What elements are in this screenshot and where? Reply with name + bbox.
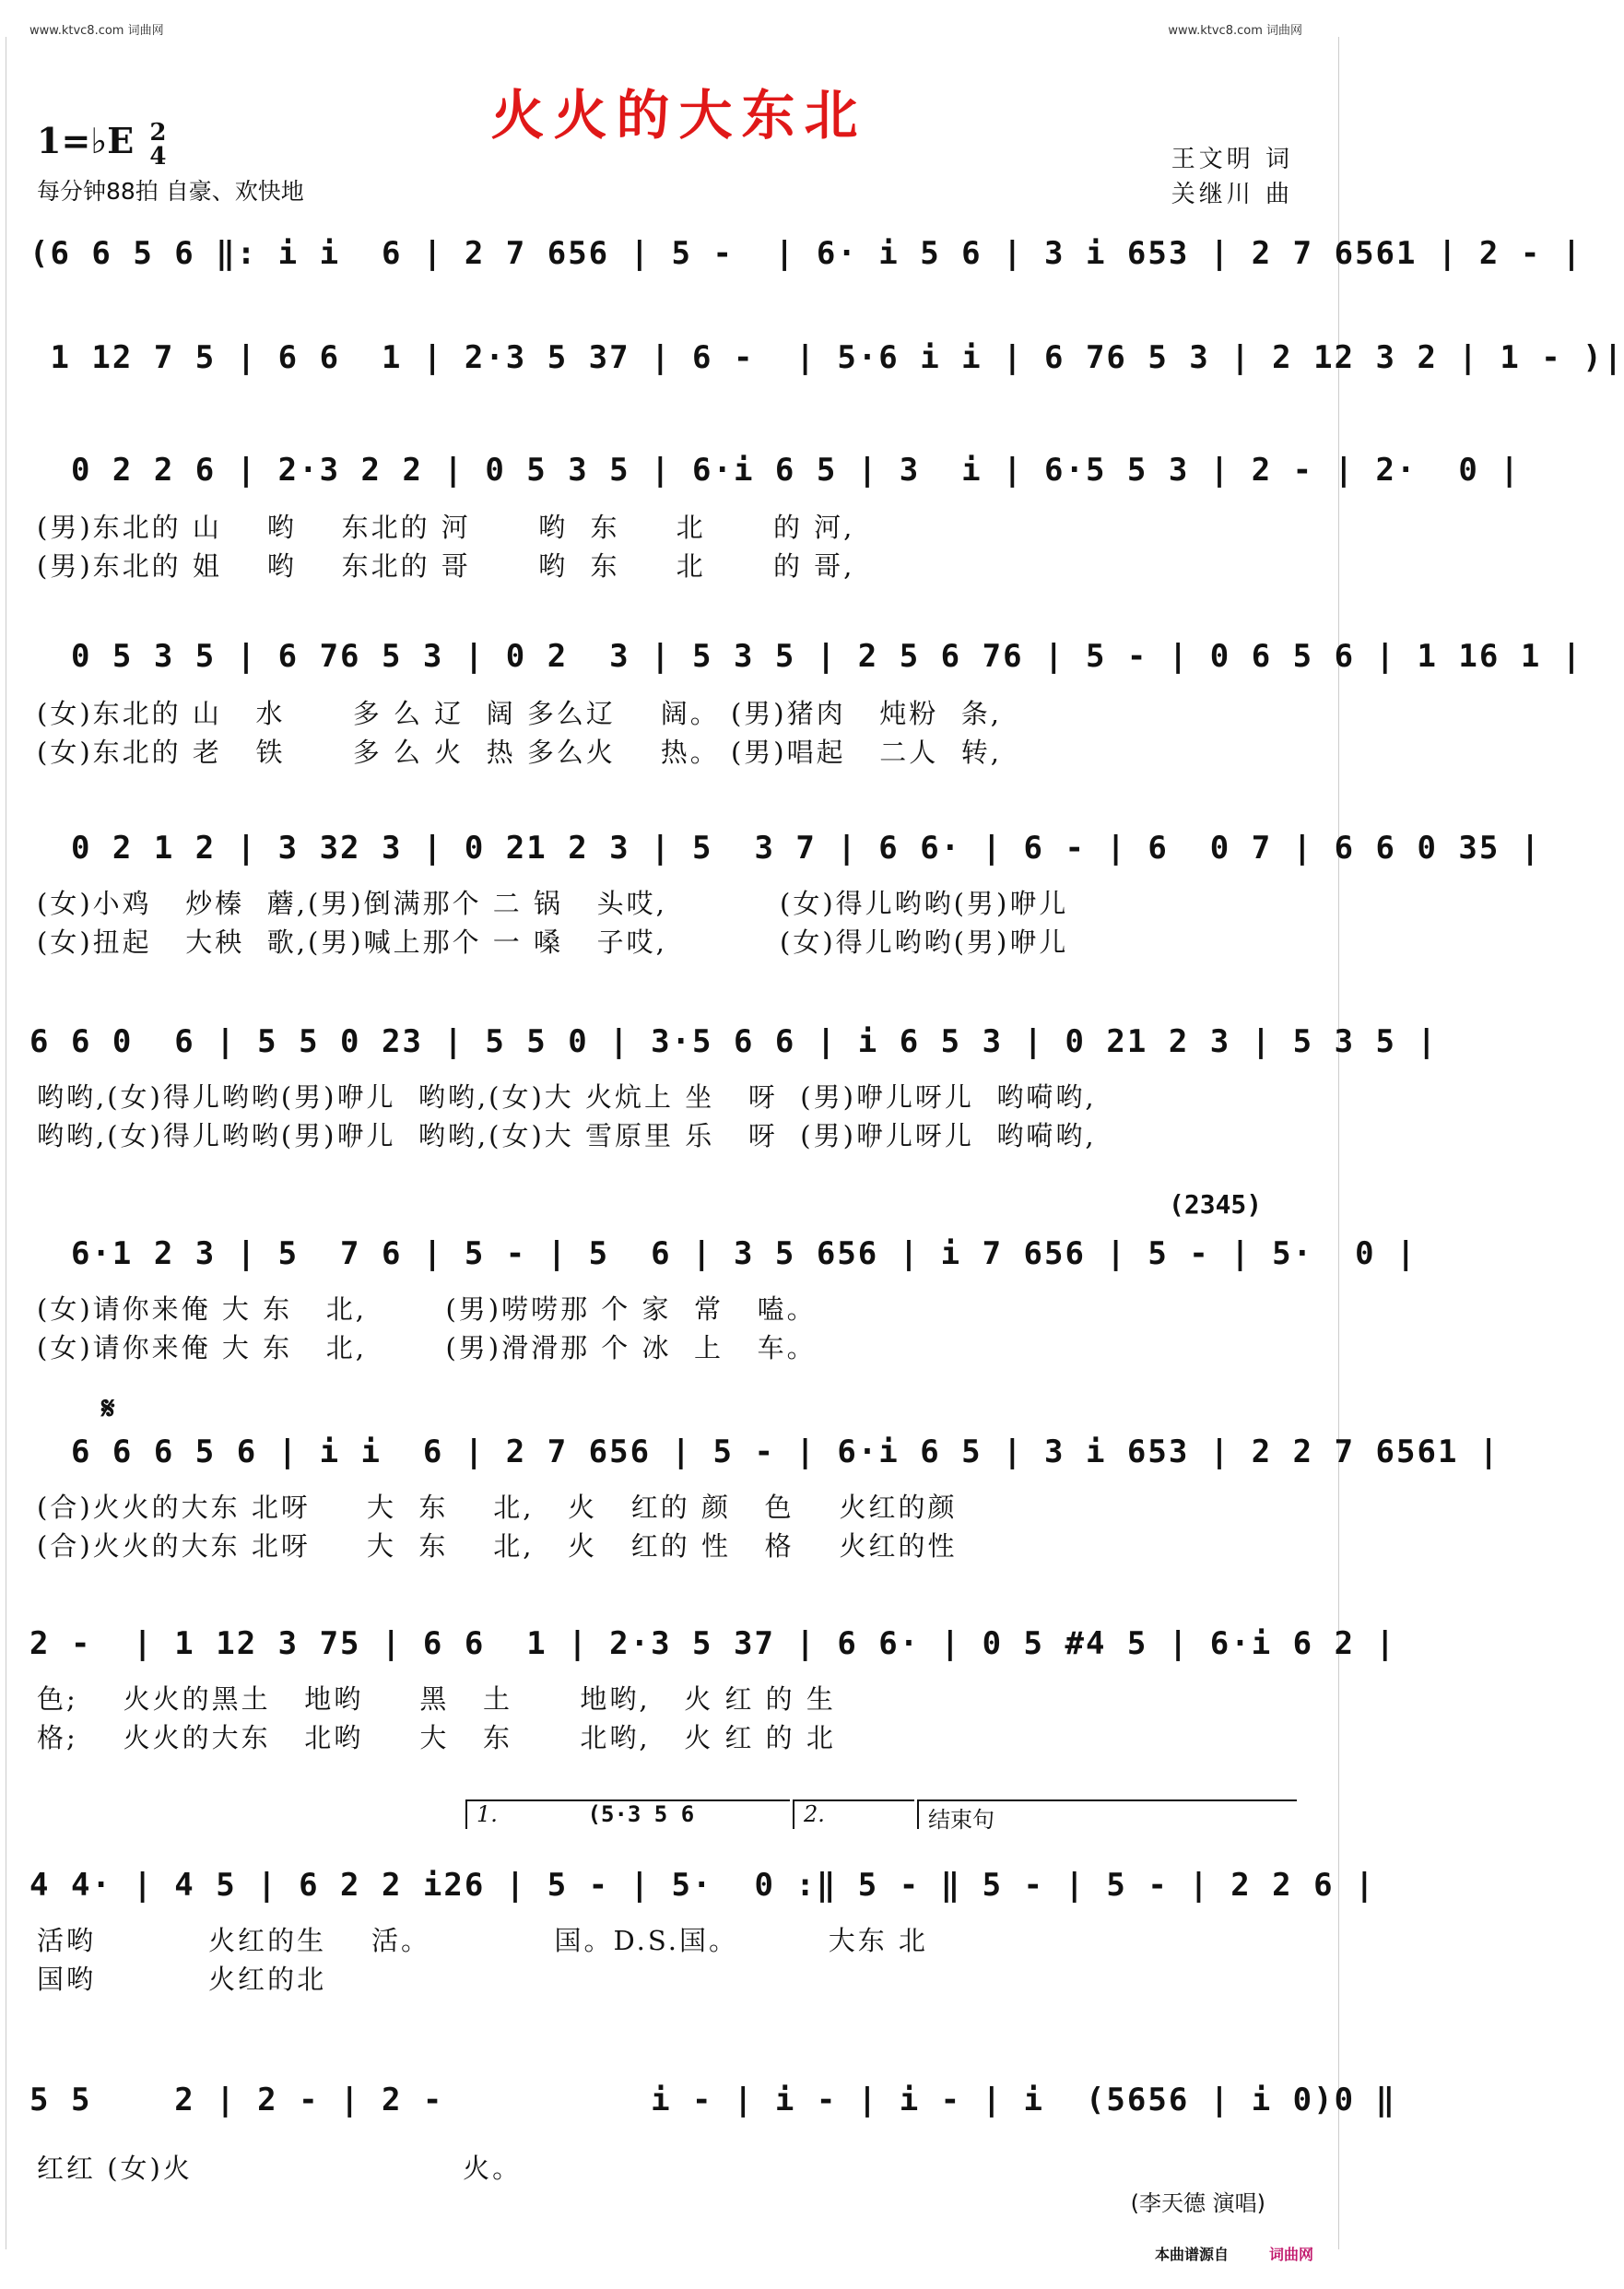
time-bottom: 4 [149, 142, 167, 171]
performer-credit: (李天德 演唱) [1130, 2190, 1265, 2216]
volta-first-fill: (5·3 5 6 [587, 1801, 695, 1827]
lyric-verse-2: (女)请你来俺 大 东 北, (男)滑滑那 个 冰 上 车。 [37, 1332, 817, 1363]
lyric-verse-2: (合)火火的大东 北呀 大 东 北, 火 红的 性 格 火红的性 [37, 1530, 958, 1562]
lyric-verse-2: (男)东北的 姐 哟 东北的 哥 哟 东 北 的 哥, [37, 550, 855, 582]
notation: 6 6 6 5 6 | i i 6 | 2 7 656 | 5 - | 6·i 6 5 | 3 i 653 | 2 2 7 6561 | [29, 1434, 1500, 1470]
notation: (6 6 5 6 ‖: i i 6 | 2 7 656 | 5 - | 6· i 5 6 | 3 i 653 | 2 7 6561 | 2 - | [29, 235, 1583, 272]
score-line-5 [29, 830, 1542, 959]
composer-credit: 关继川 曲 [1171, 181, 1293, 208]
key-label: 1=♭E [37, 120, 135, 161]
lyric-verse-1: 活哟 火红的生 活。 国。D.S.国。 大东 北 [37, 1925, 928, 1956]
segno-sign: 𝄋 [101, 1390, 115, 1427]
notation: 0 2 1 2 | 3 32 3 | 0 21 2 3 | 5 3 7 | 6 6· | 6 - | 6 0 7 | 6 6 0 35 | [29, 830, 1542, 867]
score-line-9 [29, 1625, 1397, 1754]
volta-coda [917, 1799, 1297, 1833]
watermark-right: www.ktvc8.com 词曲网 [1168, 24, 1302, 38]
volta-second [793, 1799, 914, 1829]
volta-second-label: 2. [804, 1801, 825, 1827]
song-title: 火火的大东北 [490, 84, 867, 147]
lyricist-credit: 王文明 词 [1171, 146, 1293, 173]
lyric-verse-1: 红红 (女)火 火。 [37, 2153, 523, 2184]
score-line-1 [29, 235, 1583, 290]
score-line-7 [29, 1235, 1418, 1364]
tempo-marking: 每分钟88拍 自豪、欢快地 [37, 178, 304, 205]
score-line-10 [29, 1867, 1376, 1996]
lyric-verse-1: (合)火火的大东 北呀 大 东 北, 火 红的 颜 色 火红的颜 [37, 1492, 958, 1523]
notation: 1 12 7 5 | 6 6 1 | 2·3 5 37 | 6 - | 5·6 i i | 6 76 5 3 | 2 12 3 2 | 1 - )| [29, 339, 1624, 376]
notation: 2 - | 1 12 3 75 | 6 6 1 | 2·3 5 37 | 6 6· | 0 5 #4 5 | 6·i 6 2 | [29, 1625, 1397, 1662]
lyric-verse-2: 哟哟,(女)得儿哟哟(男)咿儿 哟哟,(女)大 雪原里 乐 呀 (男)咿儿呀儿 哟嗬哟, [37, 1120, 1097, 1151]
watermark-left: www.ktvc8.com 词曲网 [29, 24, 164, 38]
key-signature [37, 120, 167, 169]
notation: 5 5 2 | 2 - | 2 - i - | i - | i - | i (5656 | i 0)0 ‖ [29, 2082, 1397, 2118]
lyric-verse-1: (女)小鸡 炒榛 蘑,(男)倒满那个 二 锅 头哎, (女)得儿哟哟(男)咿儿 [37, 888, 1069, 919]
time-signature [149, 118, 167, 171]
notation: 0 2 2 6 | 2·3 2 2 | 0 5 3 5 | 6·i 6 5 | 3 i | 6·5 5 3 | 2 - | 2· 0 | [29, 452, 1521, 489]
lyric-verse-2: 格; 火火的大东 北哟 大 东 北哟, 火 红 的 北 [37, 1722, 836, 1753]
lyric-verse-1: (女)东北的 山 水 多 么 辽 阔 多么辽 阔。 (男)猪肉 炖粉 条, [37, 698, 1002, 729]
repeat-fill: (2345) [1169, 1189, 1263, 1220]
footer-site: 词曲网 [1268, 2246, 1313, 2263]
volta-first [465, 1799, 790, 1829]
volta-first-label: 1. [477, 1801, 498, 1827]
notation: 4 4· | 4 5 | 6 2 2 i26 | 5 - | 5· 0 :‖ 5 - ‖ 5 - | 5 - | 2 2 6 | [29, 1867, 1376, 1904]
score-line-4 [29, 638, 1583, 768]
lyric-verse-1: 哟哟,(女)得儿哟哟(男)咿儿 哟哟,(女)大 火炕上 坐 呀 (男)咿儿呀儿 哟嗬哟, [37, 1081, 1097, 1113]
score-line-6 [29, 1023, 1438, 1152]
notation: 6 6 0 6 | 5 5 0 23 | 5 5 0 | 3·5 6 6 | i 6 5 3 | 0 21 2 3 | 5 3 5 | [29, 1023, 1438, 1060]
lyric-verse-1: (女)请你来俺 大 东 北, (男)唠唠那 个 家 常 嗑。 [37, 1293, 817, 1325]
lyric-verse-1: 色; 火火的黑土 地哟 黑 土 地哟, 火 红 的 生 [37, 1683, 836, 1715]
side-margin-left [6, 37, 19, 2249]
lyric-verse-2: (女)东北的 老 铁 多 么 火 热 多么火 热。 (男)唱起 二人 转, [37, 737, 1002, 768]
lyric-verse-2: (女)扭起 大秧 歌,(男)喊上那个 一 嗓 子哎, (女)得儿哟哟(男)咿儿 [37, 926, 1069, 958]
lyric-verse-1: (男)东北的 山 哟 东北的 河 哟 东 北 的 河, [37, 512, 855, 543]
score-line-2 [29, 339, 1624, 395]
score-line-8 [29, 1434, 1500, 1563]
coda-label: 结束句 [928, 1807, 994, 1833]
lyric-verse-2: 国哟 火红的北 [37, 1964, 327, 1995]
score-line-3 [29, 452, 1521, 582]
notation: 0 5 3 5 | 6 76 5 3 | 0 2 3 | 5 3 5 | 2 5 6 76 | 5 - | 0 6 5 6 | 1 16 1 | [29, 638, 1583, 675]
footer-source: 本曲谱源自 [1154, 2246, 1229, 2263]
time-top: 2 [149, 118, 167, 147]
score-line-11 [29, 2082, 1397, 2192]
notation: 6·1 2 3 | 5 7 6 | 5 - | 5 6 | 3 5 656 | i 7 656 | 5 - | 5· 0 | [29, 1235, 1418, 1272]
